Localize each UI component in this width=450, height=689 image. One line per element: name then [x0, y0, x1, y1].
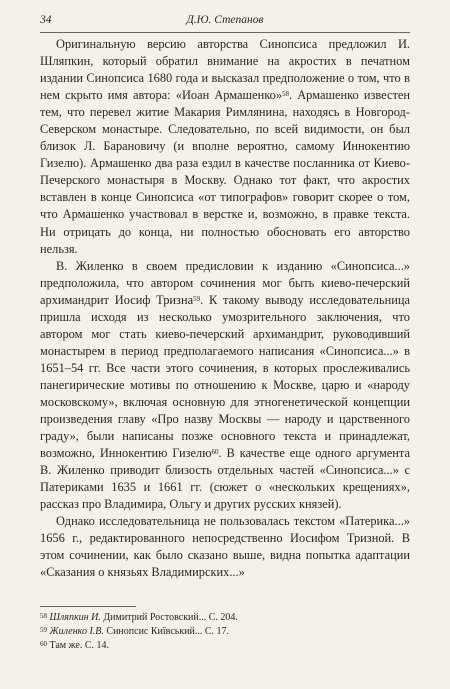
page-header: [40, 10, 410, 33]
paragraph: [40, 258, 410, 514]
text-run: . В качестве еще одного аргумента В. Жиленко приводит близость отдельных частей «Синопсиса...» с Патериками 1635 и 1661 гг. (сюжет о «нескольких крещениях», рассказ про Владимира, Ольгу и других русских князей).: [40, 446, 410, 512]
paragraph: [40, 36, 410, 258]
page-number: 34: [40, 14, 52, 26]
footnote-divider: [40, 606, 136, 607]
footnote-ref: 60: [211, 448, 219, 457]
footnote-text: Димитрий Ростовский... С. 204.: [100, 612, 238, 623]
text-run: . Армашенко известен тем, что перевел житие Макария Римлянина, находясь в Новгород-Северском монастыре. Следовательно, по всей видимости, он был близок Л. Барановичу (и вполне вероятно, самому Иннокентию Гизелю). Армашенко два раза ездил в качестве посланника от Киево-Печерского монастыря в Москву. Однако тот факт, что акростих вставлен в конце Синопсиса «от типографов» говорит скорее о том, что Армашенко участвовал в верстке и, возможно, в правке текста. Ни отрицать до конца, ни полностью обосновать его авторство нельзя.: [40, 88, 410, 256]
footnote: [40, 611, 410, 624]
footnotes: [40, 611, 410, 654]
footnote: [40, 625, 410, 638]
footnote-ref: 58: [282, 90, 290, 99]
text-run: Оригинальную версию авторства Синопсиса предложил И. Шляпкин, который обратил внимание на акростих в печатном издании Синопсиса 1680 года и высказал предположение о том, что в нем скрыто имя автора: «Иоан Армашенко»: [40, 37, 410, 103]
footnote-author: Жиленко І.В.: [49, 626, 104, 638]
paragraph: [40, 513, 410, 581]
footnote-number: 60: [40, 640, 47, 649]
text-run: В. Жиленко в своем предисловии к изданию «Синопсиса...» предположила, что автором сочинения мог быть киево-печерский архимандрит Иосиф Тризна: [40, 258, 410, 307]
footnote-number: 59: [40, 626, 47, 635]
footnote-text: Там же. С. 14.: [47, 640, 110, 652]
footnote-text: Синопсис Київський... С. 17.: [103, 626, 230, 638]
footnote-number: 58: [40, 612, 47, 620]
main-text: [40, 36, 410, 582]
text-run: Однако исследовательница не пользовалась текстом «Патерика...» 1656 г., редактированного непосредственно Иосифом Тризной. В этом сочинении, как было сказано выше, видна попытка адаптации «Сказания о князьях Владимирских...»: [40, 514, 410, 580]
running-title: Д.Ю. Степанов: [186, 14, 264, 26]
footnote-ref: 59: [193, 294, 201, 303]
footnote-author: Шляпкин И.: [49, 612, 101, 623]
text-run: . К такому выводу исследовательница пришла исходя из несколько умозрительного заключения, что автором мог стать киево-печерский архимандрит, руководивший монастырем в период предполагаемого написания «Синопсиса...» в 1651–54 гг. Все части этого сочинения, в которых прослеживались панегирические мотивы по отношению к Москве, царю и «народу московскому», включая основную для этногенетической концепции произведения главу «Про назву Москвы — народу и царственного граду», были написаны позже основного текста и принадлежат, возможно, Иннокентию Гизелю: [40, 292, 410, 461]
footnote: [40, 639, 410, 652]
